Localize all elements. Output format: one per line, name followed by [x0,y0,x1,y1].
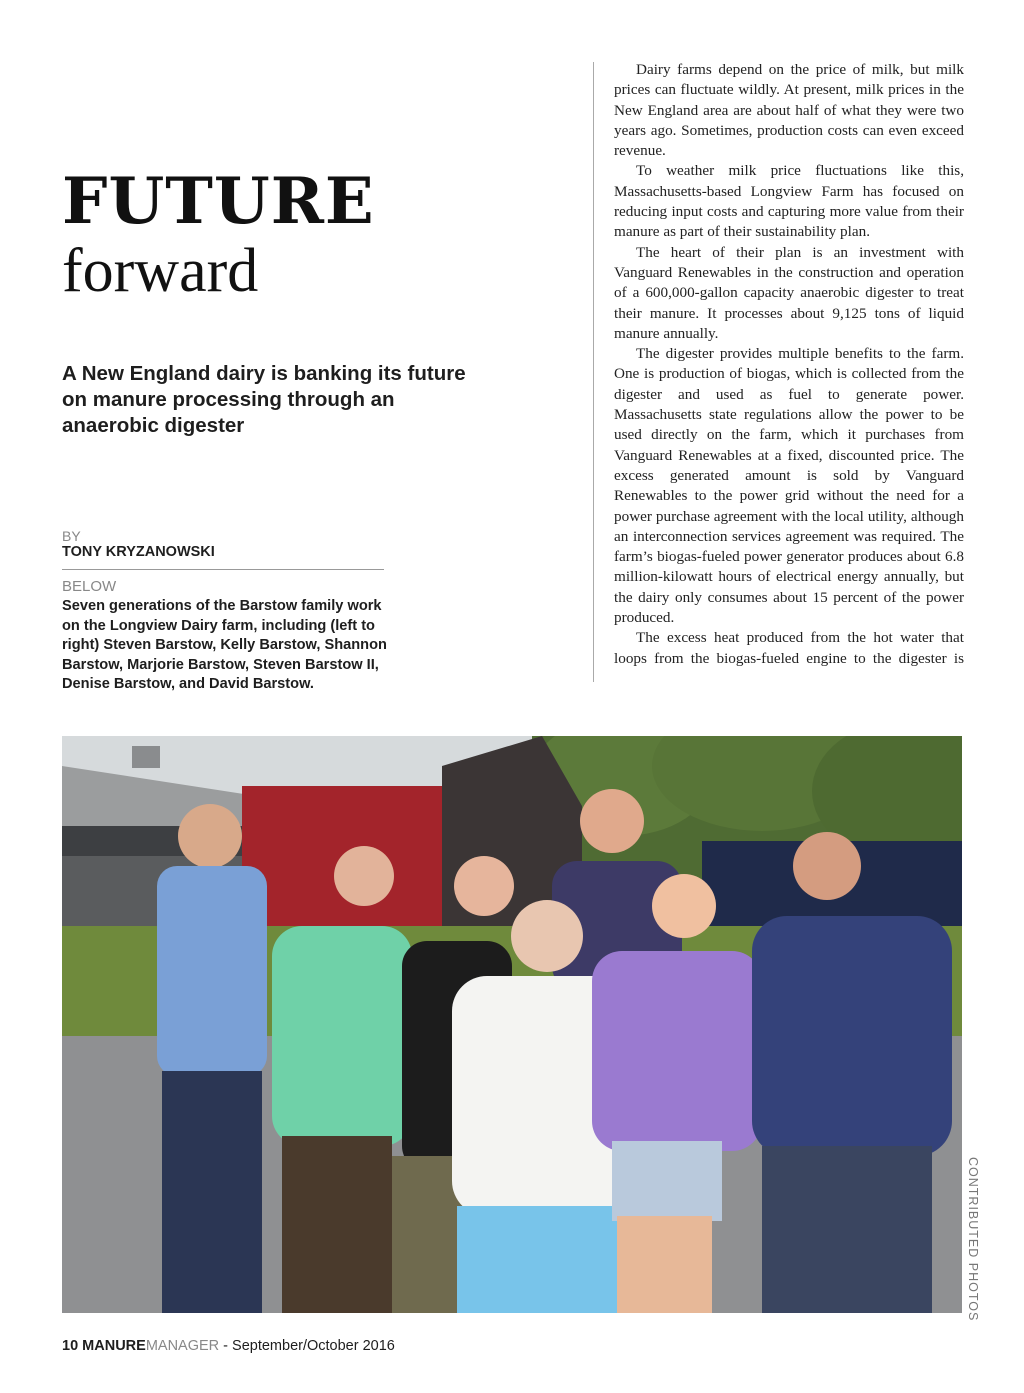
byline-author: TONY KRYZANOWSKI [62,544,215,560]
photo-caption: Seven generations of the Barstow family work on the Longview Dairy farm, including (left to right) Steven Barstow, Kelly Barstow, Shannon Barstow, Marjorie Barstow, Steven Barstow II, Denise Barstow, and David Barstow. [62,598,387,692]
body-paragraph: The excess heat produced from the hot water that loops from the biogas-fueled engine to the digester is [614,629,964,667]
headline-sub: forward [62,237,259,305]
byline-divider [62,569,384,570]
deck-subtitle: A New England dairy is banking its future on manure processing through an anaerobic digester [62,362,466,437]
family-photo [62,736,962,1313]
byline-label: BY [62,528,81,544]
page-number: 10 [62,1338,79,1354]
caption-label: BELOW [62,578,117,595]
body-paragraph: The digester provides multiple benefits to the farm. One is production of biogas, which is collected from the digester and used as fuel to generate power. Massachusetts state regulations allow the power to be used directly on the farm, which it purchases from Vanguard Renewables at a fixed, discounted price. The excess generated amount is sold by Vanguard Renewables to the power grid without the need for a power purchase agreement with the local utility, although an interconnection services agreement was required. The farm’s biogas-fueled power generator produces about 6.8 million-kilowatt hours of electrical energy annually, but the dairy only consumes about 15 percent of the power produced. [614,345,964,627]
photo-credit: CONTRIBUTED PHOTOS [966,1157,980,1322]
page-footer [62,1338,395,1354]
article-body [614,60,964,669]
column-divider [593,62,594,682]
body-paragraph: Dairy farms depend on the price of milk, but milk prices can fluctuate wildly. At present, milk prices in the New England area are about half of what they were two years ago. Sometimes, production costs can even exceed revenue. [614,61,964,160]
family-photo-illustration [62,736,962,1313]
body-paragraph: To weather milk price fluctuations like this, Massachusetts-based Longview Farm has focused on reducing input costs and capturing more value from their manure as part of their sustainability plan. [614,162,964,241]
footer-issue: - September/October 2016 [223,1338,395,1354]
footer-brand-bold: MANURE [82,1338,146,1354]
headline-main: FUTURE [62,164,375,239]
body-paragraph: The heart of their plan is an investment with Vanguard Renewables in the construction and operation of a 600,000-gallon capacity anaerobic digester to treat their manure. It processes about 9,125 tons of liquid manure annually. [614,243,964,342]
footer-brand-light: MANAGER [145,1338,220,1354]
